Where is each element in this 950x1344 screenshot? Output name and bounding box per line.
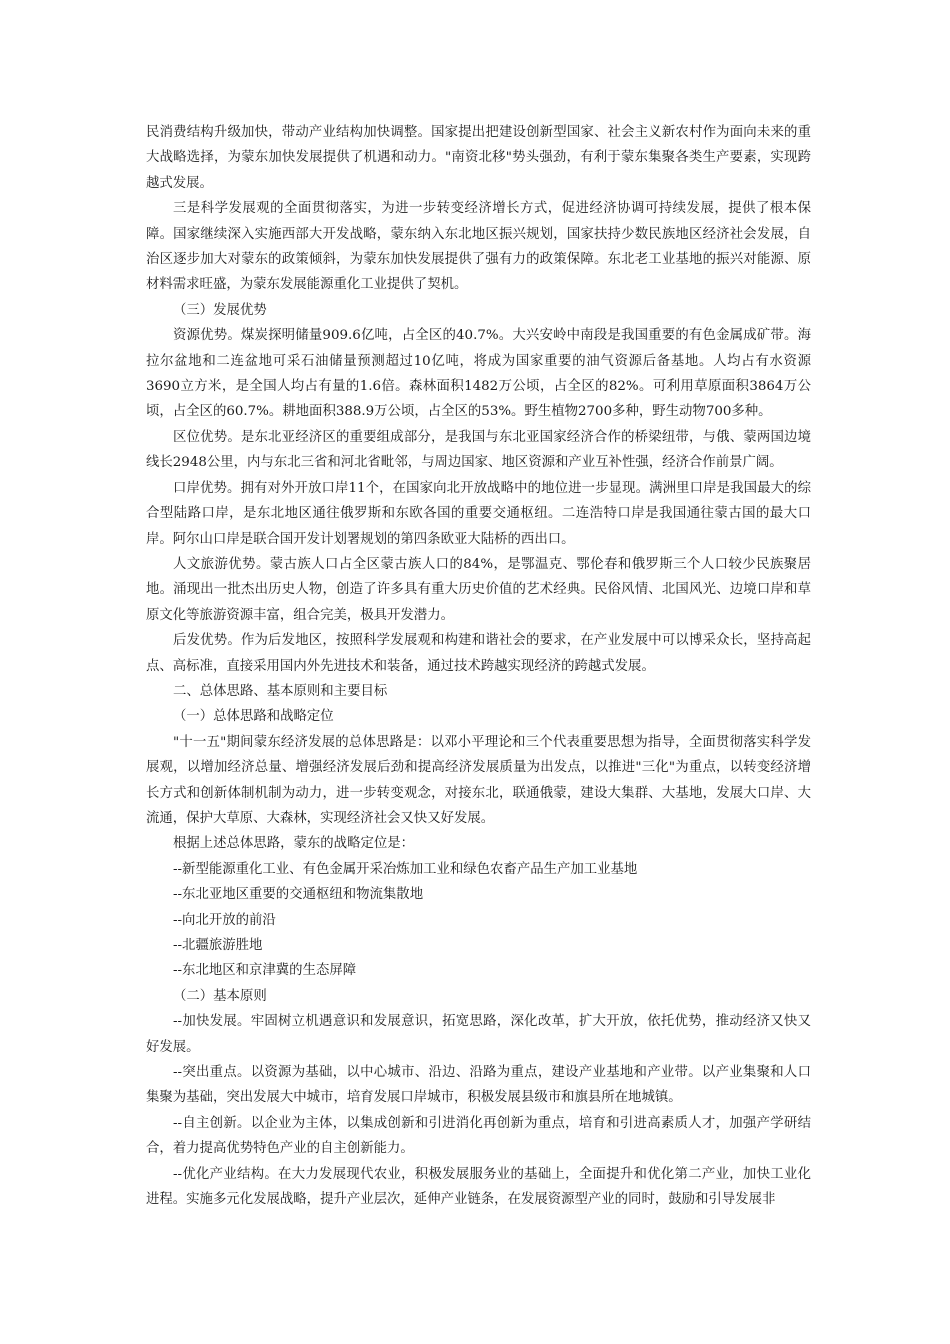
list-item: --突出重点。以资源为基础，以中心城市、沿边、沿路为重点，建设产业基地和产业带。以产业集聚和人口集聚为基础，突出发展大中城市，培育发展口岸城市，积极发展县级市和旗县所在地城镇。	[146, 1065, 811, 1106]
list-item: --东北地区和京津冀的生态屏障	[173, 963, 357, 979]
list-item: --加快发展。牢固树立机遇意识和发展意识，拓宽思路，深化改革，扩大开放，依托优势，推动经济又快又好发展。	[146, 1014, 811, 1055]
section-heading: （一）总体思路和战略定位	[173, 709, 334, 725]
list-item: --新型能源重化工业、有色金属开采冶炼加工业和绿色农畜产品生产加工业基地	[173, 861, 638, 877]
paragraph: 资源优势。煤炭探明储量909.6亿吨，占全区的40.7%。大兴安岭中南段是我国重要的有色金属成矿带。海拉尔盆地和二连盆地可采石油储量预测超过10亿吨，将成为国家重要的油气资源后备基地。人均占有水资源3690立方米，是全国人均占有量的1.6倍。森林面积1482万公顷，占全区的82%。可利用草原面积3864万公顷，占全区的60.7%。耕地面积388.9万公顷，占全区的53%。野生植物2700多种，野生动物700多种。	[146, 328, 811, 420]
paragraph: 民消费结构升级加快，带动产业结构加快调整。国家提出把建设创新型国家、社会主义新农村作为面向未来的重大战略选择，为蒙东加快发展提供了机遇和动力。"南资北移"势头强劲，有利于蒙东集聚各类生产要素，实现跨越式发展。	[146, 125, 811, 191]
section-heading: 二、总体思路、基本原则和主要目标	[173, 683, 388, 699]
paragraph: "十一五"期间蒙东经济发展的总体思路是：以邓小平理论和三个代表重要思想为指导，全面贯彻落实科学发展观，以增加经济总量、增强经济发展后劲和提高经济发展质量为出发点，以推进"三化"为重点，以转变经济增长方式和创新体制机制为动力，进一步转变观念，对接东北，联通俄蒙，建设大集群、大基地，发展大口岸、大流通，保护大草原、大森林，实现经济社会又快又好发展。	[146, 734, 811, 826]
list-item: --北疆旅游胜地	[173, 938, 263, 953]
paragraph: 根据上述总体思路，蒙东的战略定位是：	[173, 836, 415, 852]
list-item: --东北亚地区重要的交通枢纽和物流集散地	[173, 887, 424, 903]
paragraph: 三是科学发展观的全面贯彻落实，为进一步转变经济增长方式，促进经济协调可持续发展，提供了根本保障。国家继续深入实施西部大开发战略，蒙东纳入东北地区振兴规划，国家扶持少数民族地区经济社会发展，自治区逐步加大对蒙东的政策倾斜，为蒙东加快发展提供了强有力的政策保障。东北老工业基地的振兴对能源、原材料需求旺盛，为蒙东发展能源重化工业提供了契机。	[146, 201, 811, 293]
paragraph: 口岸优势。拥有对外开放口岸11个，在国家向北开放战略中的地位进一步显现。满洲里口岸是我国最大的综合型陆路口岸，是东北地区通往俄罗斯和东欧各国的重要交通枢纽。二连浩特口岸是我国通往蒙古国的最大口岸。阿尔山口岸是联合国开发计划署规划的第四条欧亚大陆桥的西出口。	[146, 480, 811, 547]
paragraph: 后发优势。作为后发地区，按照科学发展观和构建和谐社会的要求，在产业发展中可以博采众长，坚持高起点、高标准，直接采用国内外先进技术和装备，通过技术跨越实现经济的跨越式发展。	[146, 633, 811, 674]
section-heading: （三）发展优势	[173, 302, 267, 318]
list-item: --自主创新。以企业为主体，以集成创新和引进消化再创新为重点，培育和引进高素质人才，加强产学研结合，着力提高优势特色产业的自主创新能力。	[146, 1115, 811, 1157]
document-body	[146, 120, 811, 1212]
paragraph: 区位优势。是东北亚经济区的重要组成部分，是我国与东北亚国家经济合作的桥梁纽带，与俄、蒙两国边境线长2948公里，内与东北三省和河北省毗邻，与周边国家、地区资源和产业互补性强，经济合作前景广阔。	[146, 429, 811, 471]
section-heading: （二）基本原则	[173, 988, 267, 1004]
list-item: --向北开放的前沿	[173, 912, 276, 928]
paragraph: 人文旅游优势。蒙古族人口占全区蒙古族人口的84%，是鄂温克、鄂伦春和俄罗斯三个人口较少民族聚居地。涌现出一批杰出历史人物，创造了许多具有重大历史价值的艺术经典。民俗风情、北国风光、边境口岸和草原文化等旅游资源丰富，组合完美，极具开发潜力。	[146, 556, 811, 623]
list-item: --优化产业结构。在大力发展现代农业，积极发展服务业的基础上，全面提升和优化第二产业，加快工业化进程。实施多元化发展战略，提升产业层次，延伸产业链条，在发展资源型产业的同时，鼓励和引导发展非	[146, 1166, 811, 1208]
